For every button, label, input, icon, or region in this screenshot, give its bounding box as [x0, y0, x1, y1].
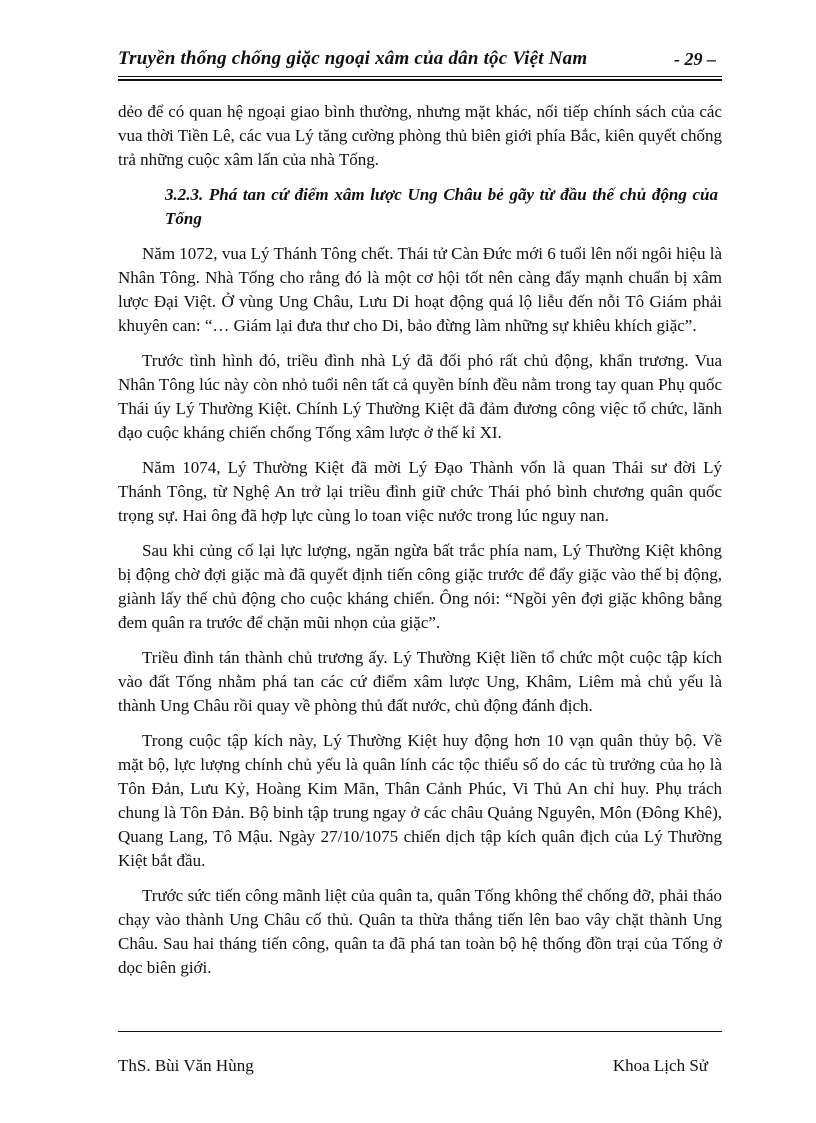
paragraph: Trước tình hình đó, triều đình nhà Lý đã đối phó rất chủ động, khẩn trương. Vua Nhân Tông lúc này còn nhỏ tuổi nên tất cả quyền bính đều nằm trong tay quan Phụ quốc Thái úy Lý Thường Kiệt. Chính Lý Thường Kiệt đã đảm đương công việc tổ chức, lãnh đạo cuộc kháng chiến chống Tống xâm lược ở thế kỉ XI.: [118, 351, 722, 442]
footer-author: ThS. Bùi Văn Hùng: [118, 1056, 254, 1075]
page-header: [118, 44, 722, 74]
paragraph: Sau khi củng cố lại lực lượng, ngăn ngừa bất trắc phía nam, Lý Thường Kiệt không bị động chờ đợi giặc mà đã quyết định tiến công giặc trước để đẩy giặc vào thế bị động, giành lấy thế chủ động cho cuộc kháng chiến. Ông nói: “Ngồi yên đợi giặc không bằng đem quân ra trước để chặn mũi nhọn của giặc”.: [118, 541, 722, 632]
paragraph: Năm 1074, Lý Thường Kiệt đã mời Lý Đạo Thành vốn là quan Thái sư đời Lý Thánh Tông, từ Nghệ An trở lại triều đình giữ chức Thái phó bình chương quân quốc trọng sự. Hai ông đã hợp lực cùng lo toan việc nước trong lúc nguy nan.: [118, 458, 722, 525]
section-heading: 3.2.3. Phá tan cứ điểm xâm lược Ung Châu bẻ gãy từ đầu thế chủ động của Tống: [165, 185, 718, 228]
paragraph: Năm 1072, vua Lý Thánh Tông chết. Thái tử Càn Đức mới 6 tuổi lên nối ngôi hiệu là Nhân Tông. Nhà Tống cho rằng đó là một cơ hội tốt nên càng đẩy mạnh chuẩn bị xâm lược Đại Việt. Ở vùng Ung Châu, Lưu Di hoạt động quá lộ liễu đến nỗi Tô Giám phải khuyên can: “… Giám lại đưa thư cho Di, bảo đừng làm những sự khiêu khích giặc”.: [118, 244, 722, 335]
paragraph: Triều đình tán thành chủ trương ấy. Lý Thường Kiệt liền tổ chức một cuộc tập kích vào đất Tống nhằm phá tan các cứ điểm xâm lược Ung, Khâm, Liêm mà chủ yếu là thành Ung Châu rồi quay về phòng thủ đất nước, chủ động đánh địch.: [118, 648, 722, 715]
footer-department: Khoa Lịch Sử: [612, 1056, 708, 1075]
header-title: Truyền thống chống giặc ngoại xâm của dân tộc Việt Nam: [118, 48, 588, 69]
page-number: - 29 –: [674, 49, 716, 69]
footer-divider: [118, 1031, 722, 1032]
paragraph: Trước sức tiến công mãnh liệt của quân ta, quân Tống không thể chống đỡ, phải tháo chạy vào thành Ung Châu cố thủ. Quân ta thừa thắng tiến lên bao vây chặt thành Ung Châu. Sau hai tháng tiến công, quân ta đã phá tan toàn bộ hệ thống đồn trại của Tống ở dọc biên giới.: [118, 886, 722, 977]
paragraph: dẻo để có quan hệ ngoại giao bình thường, nhưng mặt khác, nối tiếp chính sách của các vua thời Tiền Lê, các vua Lý tăng cường phòng thủ biên giới phía Bắc, kiên quyết chống trả những cuộc xâm lấn của nhà Tống.: [118, 102, 722, 169]
paragraph: Trong cuộc tập kích này, Lý Thường Kiệt huy động hơn 10 vạn quân thủy bộ. Về mặt bộ, lực lượng chính chủ yếu là quân lính các tộc thiểu số do các tù trưởng của họ là Tôn Đản, Lưu Kỷ, Hoàng Kim Mãn, Thân Cảnh Phúc, Vi Thủ An chỉ huy. Phụ trách chung là Tôn Đản. Bộ binh tập trung ngay ở các châu Quảng Nguyên, Môn (Đông Khê), Quang Lang, Tô Mậu. Ngày 27/10/1075 chiến dịch tập kích quân địch của Lý Thường Kiệt bắt đầu.: [118, 731, 722, 870]
document-body: [118, 100, 722, 991]
header-divider: [118, 76, 722, 81]
